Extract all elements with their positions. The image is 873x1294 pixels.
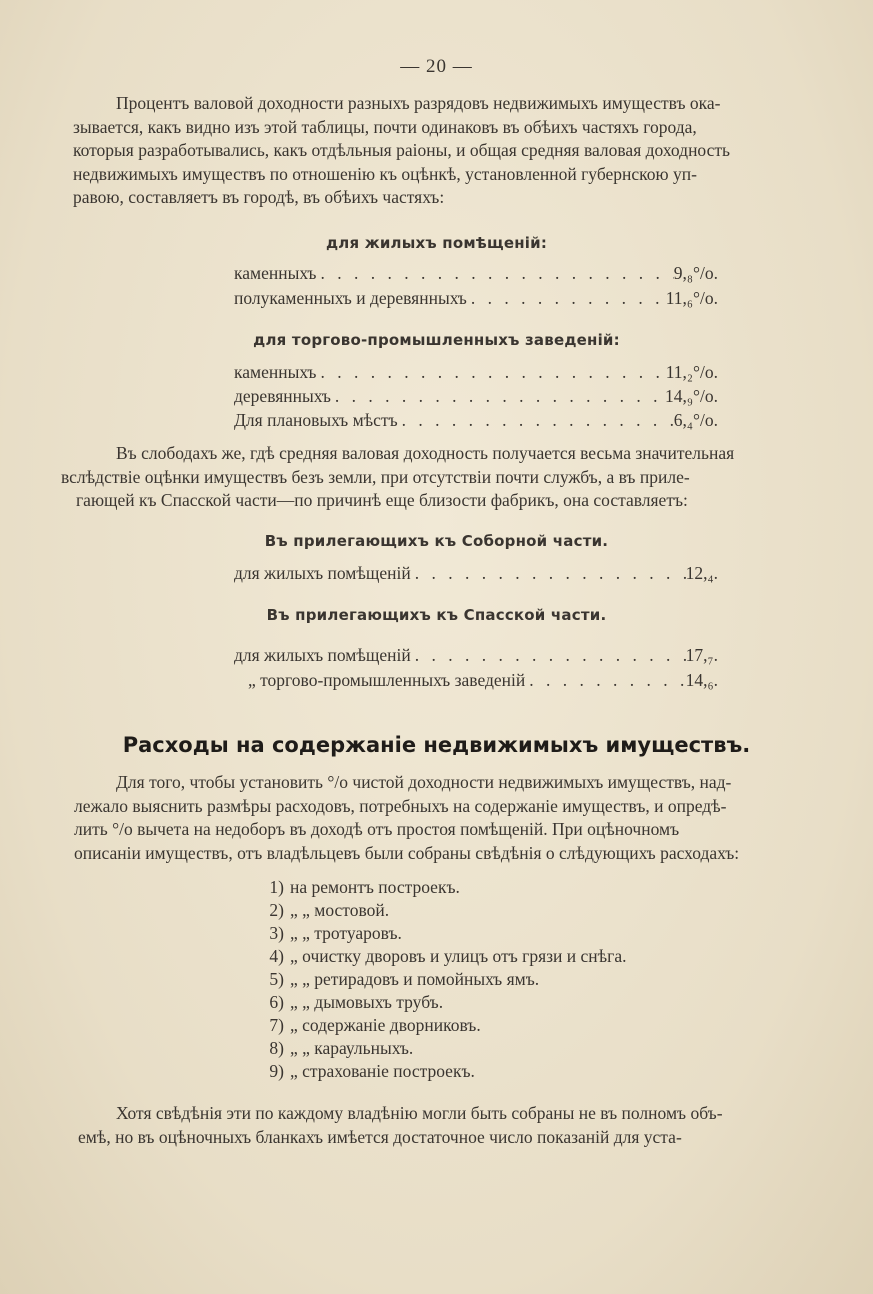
text-line: которыя разработывались, какъ отдѣльныя раіоны, и общая средняя валовая доходность [73, 140, 731, 161]
leader-dots [411, 563, 686, 584]
list-item [240, 946, 626, 967]
leader-dots [316, 263, 673, 284]
row-value: 14,₉°/о. [665, 386, 718, 406]
list-number: 8) [269, 1038, 284, 1058]
list-number: 6) [269, 992, 284, 1012]
row-label: для жилыхъ помѣщеній [234, 563, 411, 583]
table-row [234, 410, 718, 431]
suburbs-paragraph [61, 442, 867, 513]
text-line: равою, составляетъ въ городѣ, въ обѣихъ частяхъ: [73, 187, 445, 208]
text-line: вслѣдствіе оцѣнки имуществъ безъ земли, при отсутствіи почти службъ, а въ приле- [61, 466, 690, 487]
list-number: 3) [269, 923, 284, 943]
list-text: „ „ ретирадовъ и помойныхъ ямъ. [290, 969, 540, 989]
intro-paragraph [73, 92, 867, 210]
list-text: „ страхованіе построекъ. [290, 1061, 475, 1081]
list-item [240, 923, 402, 944]
leader-dots [316, 362, 665, 383]
row-value: 14,₆. [685, 670, 718, 690]
text-line: емѣ, но въ оцѣночныхъ бланкахъ имѣется достаточное число показаній для уста- [78, 1126, 682, 1147]
list-text: „ „ караульныхъ. [290, 1038, 414, 1058]
text-line: лить °/о вычета на недоборъ въ доходѣ отъ простоя помѣщеній. При оцѣночномъ [74, 819, 680, 840]
row-label: деревянныхъ [234, 386, 331, 406]
leader-dots [331, 386, 665, 407]
table-row [234, 288, 718, 309]
closing-paragraph [78, 1102, 867, 1149]
list-text: „ очистку дворовъ и улицъ отъ грязи и снѣга. [290, 946, 627, 966]
row-value: 6,₄°/о. [673, 410, 718, 430]
leader-dots [411, 645, 686, 666]
text-line: Въ слободахъ же, гдѣ средняя валовая доходность получается весьма значительная [116, 443, 735, 463]
leader-dots [467, 288, 666, 309]
list-item [240, 969, 539, 990]
table-row [234, 563, 718, 584]
row-label: для жилыхъ помѣщеній [234, 645, 411, 665]
sobornaya-heading: Въ прилегающихъ къ Соборной части. [264, 532, 609, 550]
text-line: лежало выяснить размѣры расходовъ, потребныхъ на содержаніе имуществъ, и опредѣ- [74, 795, 727, 816]
text-line: зывается, какъ видно изъ этой таблицы, почти одинаковъ въ обѣихъ частяхъ города, [73, 116, 697, 137]
list-text: „ „ дымовыхъ трубъ. [290, 992, 444, 1012]
spasskaya-heading: Въ прилегающихъ къ Спасской части. [266, 606, 607, 624]
list-number: 1) [269, 877, 284, 897]
row-value: 12,₄. [685, 563, 718, 583]
residential-heading: для жилыхъ помѣщеній: [325, 234, 548, 252]
text-line: гающей къ Спасской части—по причинѣ еще близости фабрикъ, она составляетъ: [76, 490, 688, 511]
commercial-heading: для торгово-промышленныхъ заведеній: [253, 331, 620, 349]
text-line: Для того, чтобы установить °/о чистой доходности недвижимыхъ имуществъ, над- [116, 772, 732, 792]
list-item [240, 877, 460, 898]
row-label: каменныхъ [234, 263, 317, 283]
row-label: Для плановыхъ мѣстъ [234, 410, 398, 430]
list-text: „ содержаніе дворниковъ. [290, 1015, 481, 1035]
table-row [234, 263, 718, 284]
row-value: 11,₂°/о. [665, 362, 718, 382]
leader-dots [525, 670, 685, 691]
row-value: 9,₈°/о. [673, 263, 718, 283]
row-value: 11,₆°/о. [665, 288, 718, 308]
text-line: Процентъ валовой доходности разныхъ разрядовъ недвижимыхъ имуществъ ока- [116, 93, 721, 113]
list-number: 4) [269, 946, 284, 966]
list-text: „ „ мостовой. [290, 900, 390, 920]
list-item [240, 900, 389, 921]
text-line: описаніи имуществъ, отъ владѣльцевъ были собраны свѣдѣнія о слѣдующихъ расходахъ: [74, 842, 740, 863]
list-item [240, 1015, 481, 1036]
expenses-paragraph [74, 771, 867, 865]
list-item [240, 992, 443, 1013]
list-number: 7) [269, 1015, 284, 1035]
table-row [234, 386, 718, 407]
list-item [240, 1038, 413, 1059]
list-text: на ремонтъ построекъ. [290, 877, 460, 897]
leader-dots [398, 410, 674, 431]
page-number: — 20 — [400, 56, 473, 77]
row-label: „ торгово-промышленныхъ заведеній [248, 670, 526, 690]
row-label: полукаменныхъ и деревянныхъ [234, 288, 467, 308]
table-row [248, 670, 718, 691]
text-line: Хотя свѣдѣнія эти по каждому владѣнію могли быть собраны не въ полномъ объ- [116, 1103, 723, 1123]
text-line: недвижимыхъ имуществъ по отношенію къ оцѣнкѣ, установленной губернскою уп- [73, 163, 697, 184]
list-text: „ „ тротуаровъ. [290, 923, 402, 943]
row-value: 17,₇. [685, 645, 718, 665]
list-number: 9) [269, 1061, 284, 1081]
row-label: каменныхъ [234, 362, 317, 382]
list-item [240, 1061, 475, 1082]
list-number: 5) [269, 969, 284, 989]
table-row [234, 362, 718, 383]
section-title: Расходы на содержаніе недвижимыхъ имуществъ. [122, 733, 751, 757]
table-row [234, 645, 718, 666]
list-number: 2) [269, 900, 284, 920]
